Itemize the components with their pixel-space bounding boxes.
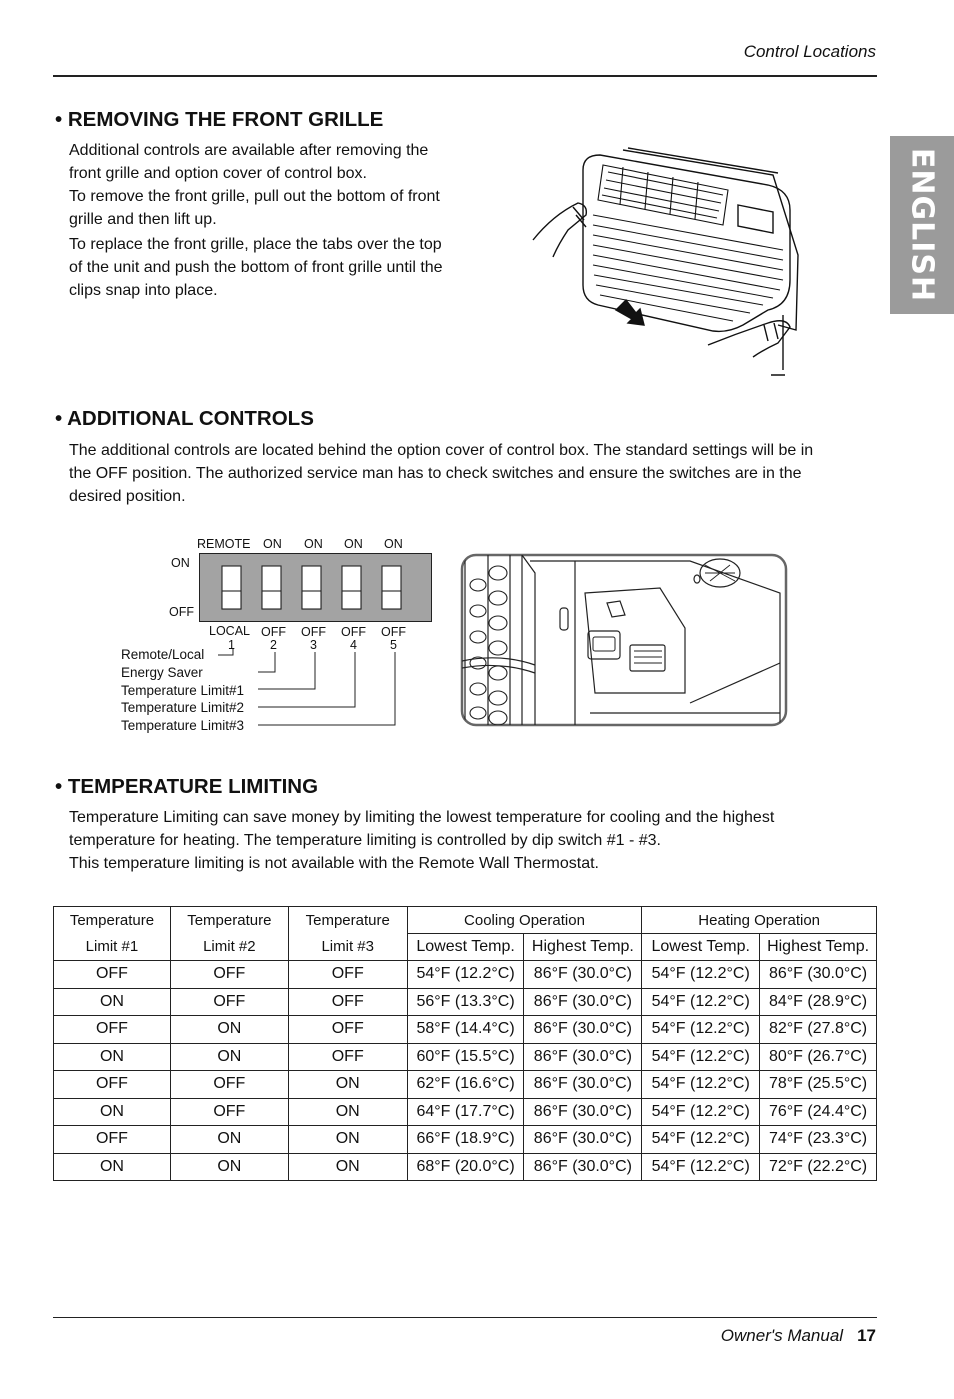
table-cell: 66°F (18.9°C) bbox=[407, 1126, 524, 1154]
text-line: of the unit and push the bottom of front grille until the bbox=[69, 259, 443, 276]
text-line: The additional controls are located behind the option cover of control box. The standard settings will be in bbox=[69, 442, 814, 459]
table-cell: 80°F (26.7°C) bbox=[760, 1043, 877, 1071]
header-rule bbox=[53, 75, 877, 77]
table-header-row bbox=[54, 907, 877, 934]
dip-off-side-label: OFF bbox=[169, 605, 194, 619]
table-cell: 54°F (12.2°C) bbox=[642, 1098, 760, 1126]
text-line: grille and then lift up. bbox=[69, 211, 217, 228]
table-cell: 54°F (12.2°C) bbox=[642, 1071, 760, 1099]
table-cell: 72°F (22.2°C) bbox=[760, 1153, 877, 1181]
table-cell: 86°F (30.0°C) bbox=[524, 1071, 642, 1099]
table-cell: 76°F (24.4°C) bbox=[760, 1098, 877, 1126]
header-temp-limit-2 bbox=[170, 907, 288, 961]
legend-item-energy-saver: Energy Saver bbox=[121, 664, 203, 680]
dip-on-side-label: ON bbox=[171, 556, 190, 570]
table-cell: 86°F (30.0°C) bbox=[524, 961, 642, 989]
table-cell: ON bbox=[170, 1126, 288, 1154]
table-cell: 62°F (16.6°C) bbox=[407, 1071, 524, 1099]
table-cell: 86°F (30.0°C) bbox=[760, 961, 877, 989]
dip-bottom-label-5: OFF bbox=[381, 625, 406, 639]
table-cell: 58°F (14.4°C) bbox=[407, 1016, 524, 1044]
temperature-limit-table bbox=[53, 906, 877, 1181]
header-line: Limit #1 bbox=[85, 937, 139, 955]
table-cell: ON bbox=[54, 1098, 171, 1126]
legend-item-remote-local: Remote/Local bbox=[121, 647, 205, 662]
subheader-heat-lowest: Lowest Temp. bbox=[642, 934, 760, 961]
table-cell: 86°F (30.0°C) bbox=[524, 1126, 642, 1154]
control-box-illustration bbox=[460, 553, 788, 727]
table-cell: 86°F (30.0°C) bbox=[524, 1043, 642, 1071]
text-line: Temperature Limiting can save money by limiting the lowest temperature for cooling and the highest bbox=[69, 809, 775, 826]
table-cell: 86°F (30.0°C) bbox=[524, 1016, 642, 1044]
footer-rule bbox=[53, 1317, 877, 1318]
table-cell: 54°F (12.2°C) bbox=[407, 961, 524, 989]
table-cell: ON bbox=[288, 1153, 407, 1181]
table-cell: OFF bbox=[170, 1071, 288, 1099]
removing-grille-heading: • REMOVING THE FRONT GRILLE bbox=[55, 108, 384, 131]
table-cell: 54°F (12.2°C) bbox=[642, 1016, 760, 1044]
table-cell: 86°F (30.0°C) bbox=[524, 988, 642, 1016]
table-row bbox=[54, 1126, 877, 1154]
table-cell: OFF bbox=[288, 1016, 407, 1044]
table-cell: OFF bbox=[54, 1126, 171, 1154]
temperature-limiting-text bbox=[69, 806, 869, 875]
legend-item-temp-limit-2: Temperature Limit#2 bbox=[121, 700, 245, 716]
header-line: Temperature bbox=[69, 911, 155, 929]
footer bbox=[721, 1326, 876, 1346]
table-cell: OFF bbox=[288, 1043, 407, 1071]
section-title: Control Locations bbox=[743, 42, 876, 61]
table-cell: 68°F (20.0°C) bbox=[407, 1153, 524, 1181]
table-cell: 54°F (12.2°C) bbox=[642, 1043, 760, 1071]
additional-controls-text bbox=[69, 439, 869, 508]
table-cell: ON bbox=[288, 1126, 407, 1154]
dip-top-label-5: ON bbox=[384, 537, 403, 551]
table-cell: ON bbox=[54, 1153, 171, 1181]
text-line: desired position. bbox=[69, 488, 186, 505]
table-cell: 84°F (28.9°C) bbox=[760, 988, 877, 1016]
subheader-heat-highest: Highest Temp. bbox=[760, 934, 877, 961]
dip-number-2: 2 bbox=[270, 638, 277, 652]
legend-item-temp-limit-3: Temperature Limit#3 bbox=[121, 718, 245, 734]
table-cell: 60°F (15.5°C) bbox=[407, 1043, 524, 1071]
table-cell: OFF bbox=[170, 1098, 288, 1126]
dip-bottom-label-3: OFF bbox=[301, 625, 326, 639]
dip-top-label-4: ON bbox=[344, 537, 363, 551]
table-cell: ON bbox=[288, 1071, 407, 1099]
dip-top-label-3: ON bbox=[304, 537, 323, 551]
header-temp-limit-3 bbox=[288, 907, 407, 961]
header-line: Limit #3 bbox=[321, 937, 374, 955]
removing-grille-text-1 bbox=[69, 139, 479, 231]
dip-leader-lines bbox=[200, 640, 410, 735]
text-line: To remove the front grille, pull out the bottom of front bbox=[69, 188, 440, 205]
header-cooling-operation: Cooling Operation bbox=[407, 907, 642, 934]
table-body bbox=[54, 961, 877, 1181]
header-heating-operation: Heating Operation bbox=[642, 907, 877, 934]
header-line: Temperature bbox=[305, 911, 390, 929]
dip-number-1: 1 bbox=[228, 638, 235, 652]
table-cell: 64°F (17.7°C) bbox=[407, 1098, 524, 1126]
dip-number-5: 5 bbox=[390, 638, 397, 652]
table-cell: OFF bbox=[170, 961, 288, 989]
text-line: temperature for heating. The temperature limiting is controlled by dip switch #1 - #3. bbox=[69, 832, 661, 849]
dip-switch-block bbox=[199, 553, 433, 623]
text-line: This temperature limiting is not available with the Remote Wall Thermostat. bbox=[69, 855, 599, 872]
text-line: front grille and option cover of control box. bbox=[69, 165, 367, 182]
footer-manual-label: Owner's Manual bbox=[720, 1326, 844, 1345]
page-number: 17 bbox=[857, 1326, 876, 1345]
dip-number-3: 3 bbox=[310, 638, 317, 652]
removing-grille-text-2 bbox=[69, 233, 479, 302]
dip-top-label-2: ON bbox=[263, 537, 282, 551]
text-line: Additional controls are available after removing the bbox=[69, 142, 429, 159]
table-cell: 54°F (12.2°C) bbox=[642, 1153, 760, 1181]
table-cell: 78°F (25.5°C) bbox=[760, 1071, 877, 1099]
table-cell: 54°F (12.2°C) bbox=[642, 961, 760, 989]
text-line: the OFF position. The authorized service man has to check switches and ensure the switches are in the bbox=[69, 465, 802, 482]
table-cell: ON bbox=[170, 1043, 288, 1071]
header-line: Limit #2 bbox=[203, 937, 256, 955]
table-cell: 54°F (12.2°C) bbox=[642, 988, 760, 1016]
subheader-cool-lowest: Lowest Temp. bbox=[407, 934, 524, 961]
table-row bbox=[54, 1043, 877, 1071]
additional-controls-heading: • ADDITIONAL CONTROLS bbox=[55, 407, 314, 430]
table-cell: ON bbox=[54, 1043, 171, 1071]
header-line: Temperature bbox=[187, 911, 272, 929]
table-cell: ON bbox=[170, 1016, 288, 1044]
dip-bottom-label-2: OFF bbox=[261, 625, 286, 639]
table-cell: OFF bbox=[54, 961, 171, 989]
subheader-cool-highest: Highest Temp. bbox=[524, 934, 642, 961]
legend-item-temp-limit-1: Temperature Limit#1 bbox=[121, 682, 245, 698]
table-row bbox=[54, 1153, 877, 1181]
table-cell: OFF bbox=[288, 961, 407, 989]
table-row bbox=[54, 961, 877, 989]
table-cell: 82°F (27.8°C) bbox=[760, 1016, 877, 1044]
table-row bbox=[54, 1016, 877, 1044]
table-row bbox=[54, 988, 877, 1016]
table-cell: 56°F (13.3°C) bbox=[407, 988, 524, 1016]
table-cell: 54°F (12.2°C) bbox=[642, 1126, 760, 1154]
dip-bottom-label-4: OFF bbox=[341, 625, 366, 639]
dip-top-label-1: REMOTE bbox=[197, 537, 251, 551]
table-cell: 86°F (30.0°C) bbox=[524, 1153, 642, 1181]
table-row bbox=[54, 1071, 877, 1099]
table-cell: OFF bbox=[54, 1016, 171, 1044]
language-tab-label: ENGLISH bbox=[904, 147, 940, 303]
table-cell: OFF bbox=[54, 1071, 171, 1099]
table-cell: ON bbox=[288, 1098, 407, 1126]
table-row bbox=[54, 1098, 877, 1126]
table-cell: ON bbox=[170, 1153, 288, 1181]
front-grille-illustration bbox=[528, 145, 818, 377]
table-cell: OFF bbox=[288, 988, 407, 1016]
dip-bottom-label-1: LOCAL bbox=[209, 624, 250, 638]
text-line: To replace the front grille, place the tabs over the top bbox=[69, 236, 442, 253]
table-cell: 74°F (23.3°C) bbox=[760, 1126, 877, 1154]
header-temp-limit-1 bbox=[54, 907, 171, 961]
text-line: clips snap into place. bbox=[69, 282, 218, 299]
table-cell: OFF bbox=[170, 988, 288, 1016]
table-cell: ON bbox=[54, 988, 171, 1016]
dip-number-4: 4 bbox=[350, 638, 357, 652]
temperature-limiting-heading: • TEMPERATURE LIMITING bbox=[55, 775, 319, 798]
language-tab bbox=[890, 136, 954, 314]
table-cell: 86°F (30.0°C) bbox=[524, 1098, 642, 1126]
